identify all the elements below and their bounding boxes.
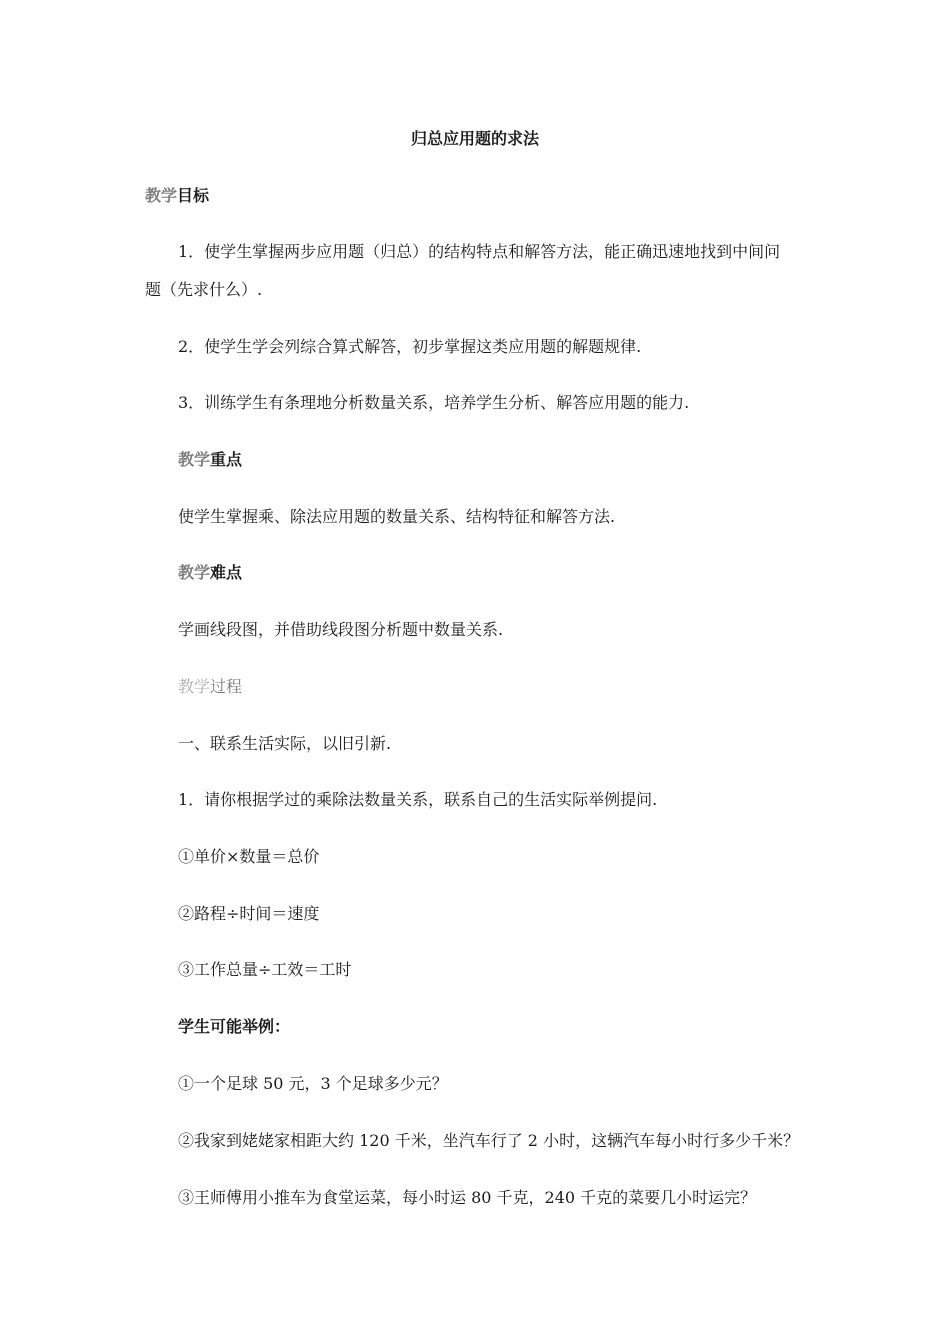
document-title: 归总应用题的求法: [410, 129, 539, 148]
process-heading: [178, 675, 242, 699]
example-item: ①一个足球 50 元，3 个足球多少元？: [178, 1074, 448, 1093]
goal-item-1-line-2: 题（先求什么）.: [145, 280, 263, 299]
difficulty-text: 学画线段图，并借助线段图分析题中数量关系.: [178, 620, 504, 639]
process-heading-suffix: 过程: [210, 677, 243, 696]
difficulty-heading: [178, 561, 242, 585]
difficulty-heading-suffix: 难点: [210, 563, 243, 582]
goals-heading-suffix: 目标: [177, 186, 210, 205]
key-point-heading-prefix: 教学: [178, 450, 211, 469]
relation-item: ①单价×数量＝总价: [178, 847, 320, 866]
goal-item-1-line-1: 1．使学生掌握两步应用题（归总）的结构特点和解答方法，能正确迅速地找到中间问: [178, 242, 781, 261]
example-item: ③王师傅用小推车为食堂运菜，每小时运 80 千克，240 千克的菜要几小时运完？: [178, 1188, 757, 1207]
difficulty-heading-prefix: 教学: [178, 563, 211, 582]
process-heading-prefix: 教学: [178, 677, 211, 696]
process-step-1: 1．请你根据学过的乘除法数量关系，联系自己的生活实际举例提问.: [178, 790, 658, 809]
key-point-heading: [178, 448, 242, 472]
goals-heading: [145, 184, 209, 208]
goal-item-2: 2．使学生学会列综合算式解答，初步掌握这类应用题的解题规律.: [178, 337, 642, 356]
key-point-text: 使学生掌握乘、除法应用题的数量关系、结构特征和解答方法.: [178, 507, 616, 526]
example-item: ②我家到姥姥家相距大约 120 千米，坐汽车行了 2 小时，这辆汽车每小时行多少千米？: [178, 1131, 800, 1150]
relation-item: ②路程÷时间＝速度: [178, 904, 320, 923]
goals-heading-prefix: 教学: [145, 186, 178, 205]
relation-item: ③工作总量÷工效＝工时: [178, 960, 352, 979]
examples-heading: 学生可能举例：: [178, 1017, 291, 1036]
process-section-1: 一、联系生活实际，以旧引新.: [178, 734, 392, 753]
goal-item-3: 3．训练学生有条理地分析数量关系，培养学生分析、解答应用题的能力.: [178, 393, 690, 412]
key-point-heading-suffix: 重点: [210, 450, 243, 469]
